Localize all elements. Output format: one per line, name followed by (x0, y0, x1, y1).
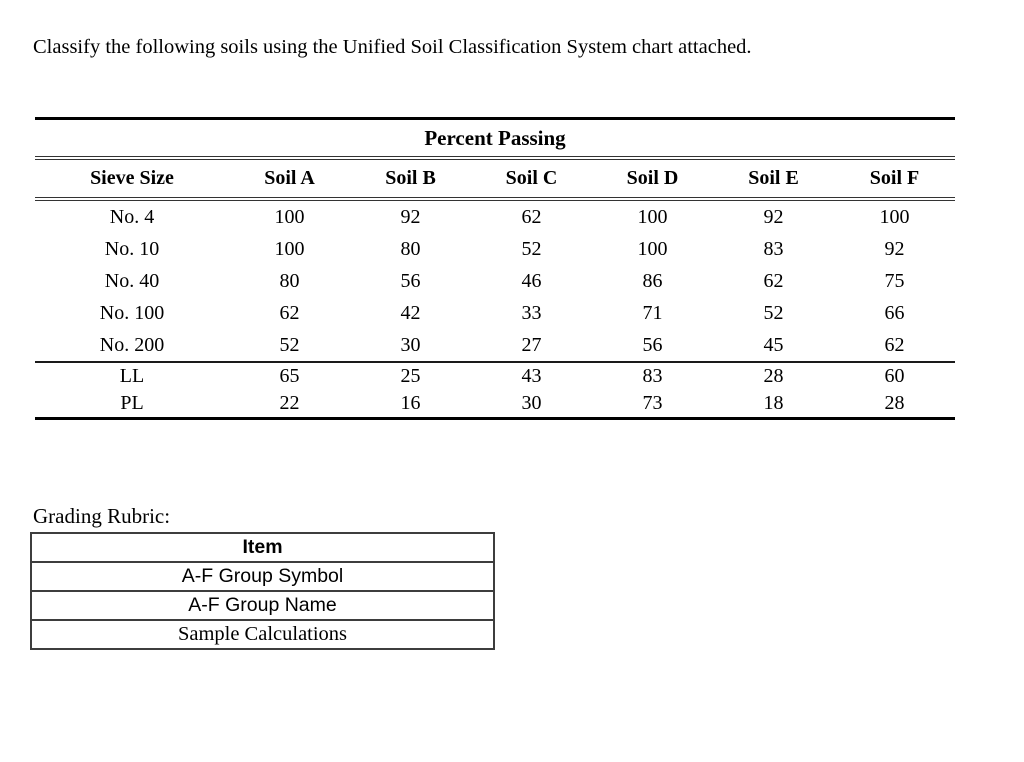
table-cell: 80 (279, 269, 300, 292)
table-cell: 52 (521, 237, 542, 260)
table-cell: 83 (642, 365, 663, 387)
grading-rubric-label: Grading Rubric: (33, 504, 171, 528)
rubric-row-sample-calculations (31, 620, 494, 649)
rubric-item: A-F Group Name (31, 591, 494, 620)
table-cell: 71 (642, 301, 663, 324)
table-cell: 56 (592, 329, 713, 362)
grading-rubric-table (30, 532, 495, 650)
column-header-soil-a: Soil A (229, 158, 350, 199)
table-cell: 100 (879, 205, 910, 228)
column-header-soil-f: Soil F (834, 158, 955, 199)
table-row-no-100 (35, 297, 955, 329)
table-cell: 92 (763, 205, 784, 228)
column-header-soil-b: Soil B (350, 158, 471, 199)
table-cell: 42 (400, 301, 421, 324)
table-cell: 100 (637, 205, 668, 228)
rubric-item: Sample Calculations (31, 620, 494, 649)
table-cell: 73 (642, 392, 663, 414)
table-row-no-4 (35, 199, 955, 233)
table-row-pl (35, 390, 955, 419)
table-cell: 65 (279, 365, 300, 387)
table-cell: 83 (763, 237, 784, 260)
table-cell: 75 (884, 269, 905, 292)
table-cell: 80 (400, 237, 421, 260)
table-row-ll (35, 362, 955, 390)
table-cell: 56 (400, 269, 421, 292)
row-label: No. 200 (35, 329, 229, 362)
rubric-header-item: Item (31, 533, 494, 562)
column-header-soil-c: Soil C (471, 158, 592, 199)
table-cell: 62 (521, 205, 542, 228)
table-cell: 52 (763, 301, 784, 324)
column-header-soil-d: Soil D (592, 158, 713, 199)
percent-passing-table (35, 117, 955, 420)
row-label: No. 40 (104, 269, 160, 292)
rubric-header-row (31, 533, 494, 562)
table-cell: 100 (274, 237, 305, 260)
table-cell: 92 (400, 205, 421, 228)
table-header-row (35, 158, 955, 199)
table-cell: 46 (521, 269, 542, 292)
column-header-soil-e: Soil E (713, 158, 834, 199)
row-label: No. 10 (104, 237, 160, 260)
table-cell: 27 (471, 329, 592, 362)
table-cell: 16 (400, 392, 421, 414)
table-cell: 45 (713, 329, 834, 362)
table-cell: 100 (274, 205, 305, 228)
table-cell: 62 (763, 269, 784, 292)
table-cell: 30 (521, 392, 542, 414)
table-cell: 86 (642, 269, 663, 292)
table-cell: 28 (763, 365, 784, 387)
table-row-no-40 (35, 265, 955, 297)
table-cell: 62 (279, 301, 300, 324)
table-cell: 22 (279, 392, 300, 414)
column-header-sieve-size: Sieve Size (35, 158, 229, 199)
row-label: No. 4 (109, 205, 155, 228)
table-cell: 28 (884, 392, 905, 414)
table-row-no-10 (35, 233, 955, 265)
table-cell: 60 (884, 365, 905, 387)
rubric-item: A-F Group Symbol (31, 562, 494, 591)
row-label: No. 100 (99, 301, 165, 324)
table-cell: 30 (350, 329, 471, 362)
table-cell: 52 (229, 329, 350, 362)
rubric-row-group-name (31, 591, 494, 620)
table-cell: 92 (884, 237, 905, 260)
table-title-row (35, 119, 955, 159)
question-title: Classify the following soils using the Unified Soil Classification System chart attached. (33, 36, 752, 58)
table-cell: 66 (884, 301, 905, 324)
table-cell: 100 (637, 237, 668, 260)
row-label: PL (120, 392, 144, 414)
table-cell: 62 (834, 329, 955, 362)
table-cell: 18 (763, 392, 784, 414)
table-title: Percent Passing (35, 119, 955, 159)
table-cell: 25 (400, 365, 421, 387)
row-label: LL (119, 365, 145, 387)
table-cell: 33 (521, 301, 542, 324)
table-row-no-200 (35, 329, 955, 362)
rubric-row-group-symbol (31, 562, 494, 591)
table-cell: 43 (521, 365, 542, 387)
